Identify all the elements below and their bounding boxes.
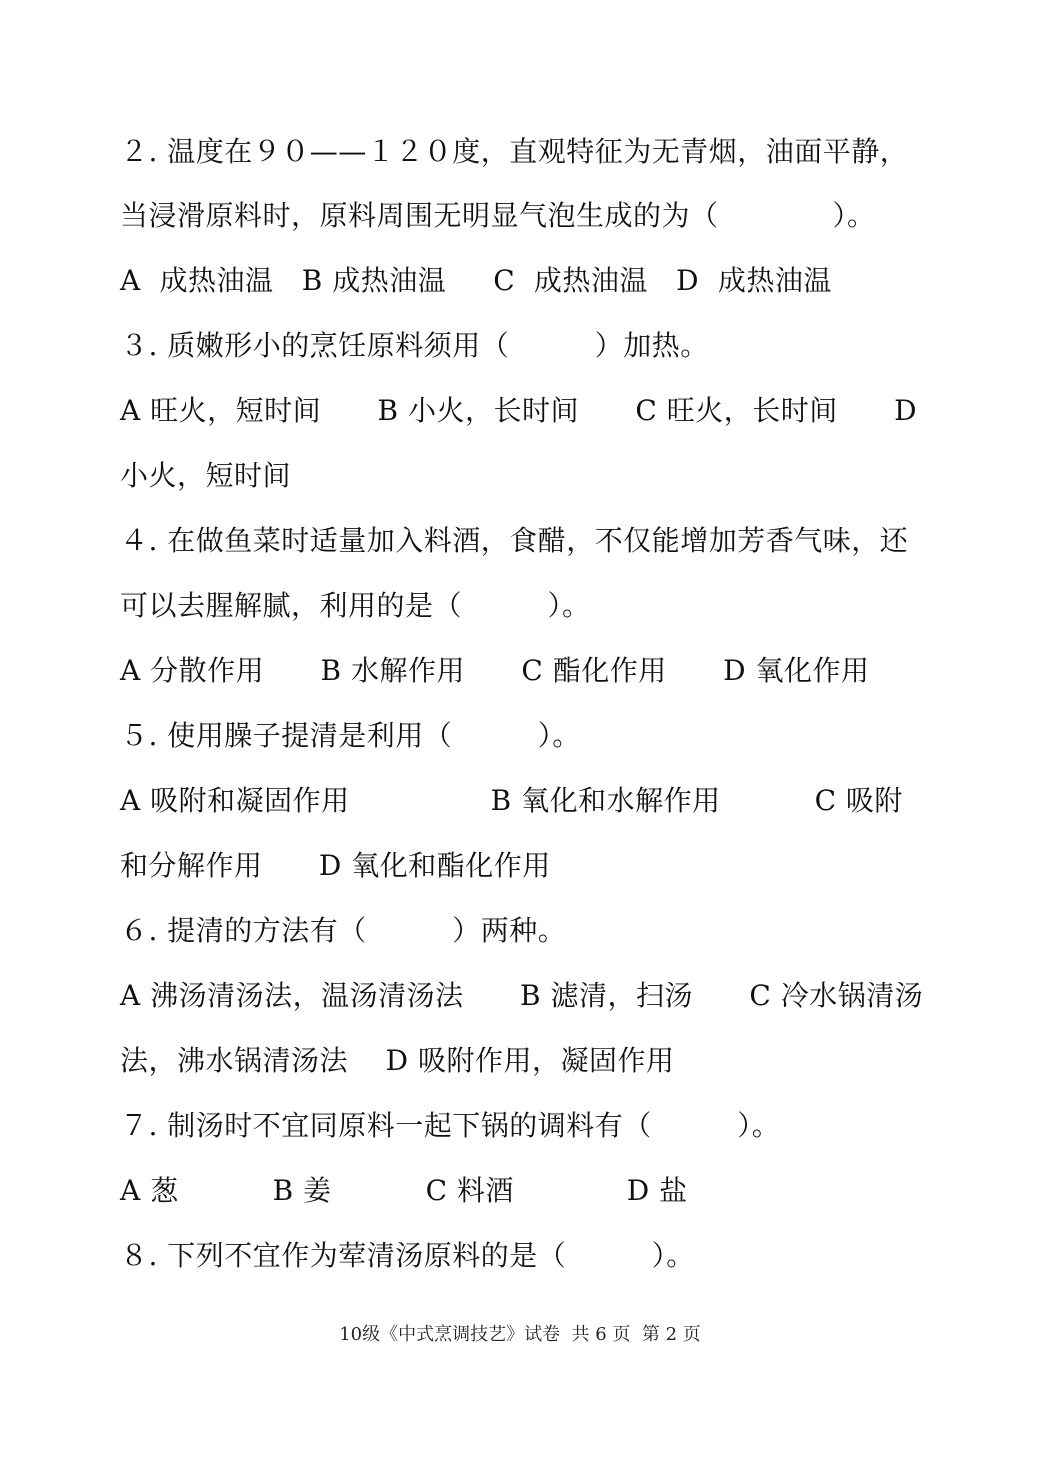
question-2-line-1: ２. 温度在９０——１２０度，直观特征为无青烟，油面平静， [120, 135, 909, 168]
question-3-options-line-1: A 旺火，短时间 B 小火，长时间 C 旺火，长时间 D [120, 394, 918, 427]
question-3-stem: ３. 质嫩形小的烹饪原料须用（ ）加热。 [120, 329, 709, 362]
question-7-options: A 葱 B 姜 C 料酒 D 盐 [120, 1174, 688, 1207]
question-5-options-line-2: 和分解作用 D 氧化和酯化作用 [120, 849, 551, 882]
question-7-stem: ７. 制汤时不宜同原料一起下锅的调料有（ ）。 [120, 1109, 781, 1142]
question-5-stem: ５. 使用臊子提清是利用（ ）。 [120, 719, 581, 752]
page-footer: 10级《中式烹调技艺》试卷 共 6 页 第 2 页 [339, 1324, 701, 1345]
question-6-options-line-1: A 沸汤清汤法，温汤清汤法 B 滤清，扫汤 C 冷水锅清汤 [120, 979, 924, 1012]
question-4-line-1: ４. 在做鱼菜时适量加入料酒，食醋，不仅能增加芳香气味，还 [120, 524, 909, 557]
question-6-options-line-2: 法，沸水锅清汤法 D 吸附作用，凝固作用 [120, 1044, 675, 1077]
question-3-options-line-2: 小火，短时间 [120, 459, 292, 492]
question-2-line-2: 当浸滑原料时，原料周围无明显气泡生成的为（ ）。 [120, 199, 876, 232]
question-6-stem: ６. 提清的方法有（ ）两种。 [120, 914, 567, 947]
question-4-line-2: 可以去腥解腻，利用的是（ ）。 [120, 589, 591, 622]
question-2-options: A 成热油温 B 成热油温 C 成热油温 D 成热油温 [120, 264, 832, 297]
question-8-stem: ８. 下列不宜作为荤清汤原料的是（ ）。 [120, 1239, 695, 1272]
question-5-options-line-1: A 吸附和凝固作用 B 氧化和水解作用 C 吸附 [120, 784, 903, 817]
question-4-options: A 分散作用 B 水解作用 C 酯化作用 D 氧化作用 [120, 654, 870, 687]
